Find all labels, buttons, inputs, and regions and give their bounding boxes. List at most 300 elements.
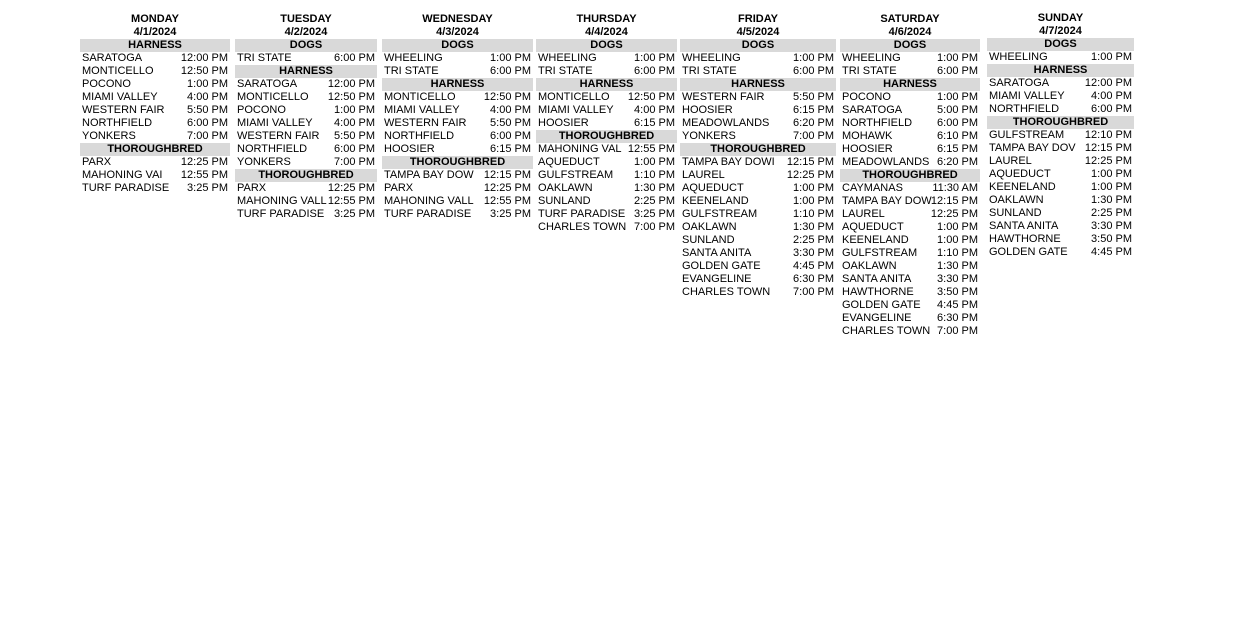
race-row [987, 207, 1134, 220]
race-row [840, 208, 980, 221]
section-header: THOROUGHBRED [840, 169, 980, 182]
race-row [840, 312, 980, 325]
track-name: NORTHFIELD [237, 143, 308, 155]
race-row [840, 104, 980, 117]
track-name: NORTHFIELD [82, 117, 153, 129]
section-header: DOGS [987, 38, 1134, 51]
track-name: WHEELING [682, 52, 741, 64]
race-row [987, 155, 1134, 168]
track-name: GULFSTREAM [989, 129, 1065, 141]
race-list [536, 39, 677, 234]
track-name: TAMPA BAY DOW [842, 195, 932, 207]
post-time: 2:25 PM [634, 195, 675, 207]
track-name: WESTERN FAIR [237, 130, 320, 142]
post-time: 7:00 PM [634, 221, 675, 233]
post-time: 4:00 PM [1091, 90, 1132, 102]
race-row [235, 91, 377, 104]
track-name: MAHONING VAI [82, 169, 163, 181]
post-time: 1:00 PM [1091, 51, 1132, 63]
race-row [680, 195, 836, 208]
track-name: SANTA ANITA [989, 220, 1059, 232]
race-row [987, 233, 1134, 246]
track-name: EVANGELINE [842, 312, 912, 324]
race-row [840, 247, 980, 260]
race-row [536, 182, 677, 195]
day-header [840, 13, 980, 39]
post-time: 12:00 PM [327, 78, 375, 90]
race-row [840, 65, 980, 78]
race-row [987, 51, 1134, 64]
day-name: FRIDAY [738, 13, 778, 25]
post-time: 5:50 PM [334, 130, 375, 142]
post-time: 3:30 PM [937, 273, 978, 285]
track-name: MONTICELLO [384, 91, 456, 103]
track-name: AQUEDUCT [989, 168, 1051, 180]
race-row [840, 286, 980, 299]
post-time: 12:15 PM [1084, 142, 1132, 154]
race-row [235, 52, 377, 65]
post-time: 12:00 PM [180, 52, 228, 64]
day-date: 4/7/2024 [1039, 25, 1082, 37]
day-column-tuesday [235, 13, 377, 221]
day-name: MONDAY [131, 13, 179, 25]
track-name: OAKLAWN [989, 194, 1044, 206]
post-time: 6:00 PM [634, 65, 675, 77]
post-time: 12:15 PM [930, 195, 978, 207]
track-name: GULFSTREAM [538, 169, 614, 181]
track-name: TURF PARADISE [384, 208, 472, 220]
track-name: NORTHFIELD [842, 117, 913, 129]
post-time: 6:30 PM [793, 273, 834, 285]
track-name: PARX [82, 156, 112, 168]
post-time: 1:00 PM [634, 156, 675, 168]
day-date: 4/3/2024 [436, 26, 479, 38]
race-row [382, 208, 533, 221]
day-date: 4/2/2024 [284, 26, 328, 38]
track-name: WHEELING [989, 51, 1048, 63]
track-name: KEENELAND [682, 195, 749, 207]
section-header: DOGS [680, 39, 836, 52]
race-row [536, 143, 677, 156]
section-header: THOROUGHBRED [680, 143, 836, 156]
race-row [536, 104, 677, 117]
race-row [840, 234, 980, 247]
post-time: 6:15 PM [634, 117, 675, 129]
post-time: 12:25 PM [180, 156, 228, 168]
race-row [536, 195, 677, 208]
race-row [382, 143, 533, 156]
track-name: CHARLES TOWN [682, 286, 771, 298]
race-row [840, 299, 980, 312]
day-date: 4/5/2024 [736, 26, 780, 38]
track-name: MIAMI VALLEY [82, 91, 158, 103]
race-row [235, 78, 377, 91]
track-name: OAKLAWN [682, 221, 737, 233]
post-time: 1:30 PM [634, 182, 675, 194]
race-row [382, 195, 533, 208]
track-name: SANTA ANITA [842, 273, 912, 285]
track-name: AQUEDUCT [682, 182, 744, 194]
track-name: GOLDEN GATE [682, 260, 761, 272]
race-row [235, 117, 377, 130]
post-time: 1:00 PM [937, 91, 978, 103]
post-time: 1:00 PM [1091, 168, 1132, 180]
section-header: DOGS [235, 39, 377, 52]
post-time: 1:00 PM [334, 104, 375, 116]
track-name: MEADOWLANDS [682, 117, 770, 129]
race-row [382, 52, 533, 65]
race-row [840, 221, 980, 234]
race-row [382, 182, 533, 195]
post-time: 3:25 PM [634, 208, 675, 220]
race-row [536, 91, 677, 104]
track-name: NORTHFIELD [384, 130, 455, 142]
day-name: THURSDAY [576, 13, 637, 25]
day-date: 4/1/2024 [133, 26, 177, 38]
section-header: THOROUGHBRED [536, 130, 677, 143]
post-time: 6:10 PM [937, 130, 978, 142]
race-row [987, 103, 1134, 116]
post-time: 6:20 PM [937, 156, 978, 168]
post-time: 4:00 PM [634, 104, 675, 116]
track-name: WHEELING [842, 52, 901, 64]
track-name: MIAMI VALLEY [237, 117, 313, 129]
race-row [987, 168, 1134, 181]
post-time: 4:45 PM [937, 299, 978, 311]
track-name: MOHAWK [842, 130, 893, 142]
track-name: TRI STATE [237, 52, 292, 64]
track-name: MONTICELLO [237, 91, 309, 103]
post-time: 1:30 PM [1091, 194, 1132, 206]
section-header: THOROUGHBRED [80, 143, 230, 156]
post-time: 12:55 PM [180, 169, 228, 181]
track-name: HOOSIER [538, 117, 589, 129]
post-time: 6:00 PM [334, 52, 375, 64]
track-name: SUNLAND [989, 207, 1042, 219]
track-name: GOLDEN GATE [842, 299, 921, 311]
track-name: SARATOGA [82, 52, 143, 64]
post-time: 1:00 PM [634, 52, 675, 64]
post-time: 12:55 PM [627, 143, 675, 155]
section-header: HARNESS [536, 78, 677, 91]
race-row [680, 65, 836, 78]
track-name: MAHONING VAL [538, 143, 622, 155]
track-name: MONTICELLO [82, 65, 154, 77]
track-name: TRI STATE [842, 65, 897, 77]
post-time: 6:00 PM [1091, 103, 1132, 115]
post-time: 12:25 PM [327, 182, 375, 194]
race-row [382, 104, 533, 117]
race-row [536, 117, 677, 130]
section-header: THOROUGHBRED [382, 156, 533, 169]
race-list [840, 39, 980, 338]
race-row [536, 208, 677, 221]
post-time: 1:00 PM [937, 221, 978, 233]
post-time: 7:00 PM [793, 130, 834, 142]
post-time: 4:00 PM [187, 91, 228, 103]
post-time: 2:25 PM [793, 234, 834, 246]
post-time: 1:00 PM [793, 182, 834, 194]
day-header [987, 12, 1134, 38]
post-time: 6:00 PM [490, 130, 531, 142]
track-name: POCONO [842, 91, 891, 103]
post-time: 12:25 PM [1084, 155, 1132, 167]
post-time: 12:50 PM [483, 91, 531, 103]
race-row [987, 77, 1134, 90]
race-list [235, 39, 377, 221]
day-date: 4/6/2024 [888, 26, 932, 38]
track-name: MAHONING VALL [384, 195, 474, 207]
section-header: THOROUGHBRED [235, 169, 377, 182]
track-name: GOLDEN GATE [989, 246, 1068, 258]
post-time: 7:00 PM [334, 156, 375, 168]
post-time: 6:20 PM [793, 117, 834, 129]
track-name: EVANGELINE [682, 273, 752, 285]
post-time: 6:15 PM [793, 104, 834, 116]
track-name: LAUREL [682, 169, 725, 181]
race-row [840, 195, 980, 208]
race-row [382, 91, 533, 104]
track-name: KEENELAND [989, 181, 1056, 193]
race-row [382, 169, 533, 182]
post-time: 1:00 PM [490, 52, 531, 64]
post-time: 4:45 PM [793, 260, 834, 272]
day-column-saturday [840, 13, 980, 338]
day-name: TUESDAY [280, 13, 332, 25]
post-time: 1:00 PM [937, 234, 978, 246]
race-row [840, 130, 980, 143]
day-date: 4/4/2024 [585, 26, 628, 38]
track-name: GULFSTREAM [682, 208, 758, 220]
post-time: 6:00 PM [937, 117, 978, 129]
race-row [840, 260, 980, 273]
track-name: TURF PARADISE [82, 182, 170, 194]
track-name: TRI STATE [384, 65, 439, 77]
track-name: WESTERN FAIR [82, 104, 165, 116]
post-time: 6:00 PM [793, 65, 834, 77]
post-time: 12:15 PM [483, 169, 531, 181]
track-name: YONKERS [682, 130, 736, 142]
track-name: OAKLAWN [842, 260, 897, 272]
track-name: MAHONING VALL [237, 195, 327, 207]
day-column-monday [80, 13, 230, 195]
race-row [840, 143, 980, 156]
post-time: 4:00 PM [490, 104, 531, 116]
section-header: HARNESS [680, 78, 836, 91]
track-name: HOOSIER [842, 143, 893, 155]
race-row [840, 156, 980, 169]
post-time: 6:30 PM [937, 312, 978, 324]
track-name: PARX [237, 182, 267, 194]
track-name: KEENELAND [842, 234, 909, 246]
track-name: TAMPA BAY DOV [989, 142, 1076, 154]
track-name: NORTHFIELD [989, 103, 1060, 115]
post-time: 12:50 PM [180, 65, 228, 77]
day-header [680, 13, 836, 39]
day-header [536, 13, 677, 39]
day-column-friday [680, 13, 836, 299]
race-row [235, 143, 377, 156]
post-time: 1:00 PM [793, 52, 834, 64]
track-name: TRI STATE [682, 65, 737, 77]
post-time: 7:00 PM [937, 325, 978, 337]
race-row [680, 130, 836, 143]
post-time: 12:50 PM [627, 91, 675, 103]
race-row [680, 104, 836, 117]
race-row [80, 52, 230, 65]
race-row [680, 234, 836, 247]
day-header [382, 13, 533, 39]
race-row [80, 104, 230, 117]
post-time: 3:50 PM [1091, 233, 1132, 245]
post-time: 7:00 PM [187, 130, 228, 142]
post-time: 1:00 PM [937, 52, 978, 64]
post-time: 6:15 PM [937, 143, 978, 155]
race-row [80, 156, 230, 169]
race-row [680, 286, 836, 299]
race-row [680, 182, 836, 195]
post-time: 4:45 PM [1091, 246, 1132, 258]
post-time: 6:00 PM [334, 143, 375, 155]
track-name: LAUREL [989, 155, 1032, 167]
track-name: POCONO [82, 78, 131, 90]
post-time: 6:00 PM [937, 65, 978, 77]
track-name: GULFSTREAM [842, 247, 918, 259]
race-row [840, 325, 980, 338]
track-name: MEADOWLANDS [842, 156, 930, 168]
race-row [987, 246, 1134, 259]
race-list [680, 39, 836, 299]
post-time: 3:30 PM [1091, 220, 1132, 232]
track-name: AQUEDUCT [842, 221, 904, 233]
post-time: 6:15 PM [490, 143, 531, 155]
post-time: 12:15 PM [786, 156, 834, 168]
race-row [987, 90, 1134, 103]
day-column-sunday [987, 13, 1134, 259]
day-name: SATURDAY [880, 13, 940, 25]
post-time: 4:00 PM [334, 117, 375, 129]
day-header [235, 13, 377, 39]
post-time: 5:50 PM [490, 117, 531, 129]
post-time: 1:30 PM [793, 221, 834, 233]
track-name: WHEELING [384, 52, 443, 64]
race-row [680, 91, 836, 104]
race-row [80, 78, 230, 91]
race-row [235, 208, 377, 221]
track-name: OAKLAWN [538, 182, 593, 194]
track-name: SUNLAND [682, 234, 735, 246]
post-time: 3:25 PM [334, 208, 375, 220]
day-name: WEDNESDAY [422, 13, 493, 25]
section-header: HARNESS [235, 65, 377, 78]
post-time: 6:00 PM [187, 117, 228, 129]
track-name: SANTA ANITA [682, 247, 752, 259]
race-row [80, 169, 230, 182]
race-row [235, 182, 377, 195]
post-time: 12:00 PM [1084, 77, 1132, 89]
race-row [987, 220, 1134, 233]
post-time: 12:55 PM [483, 195, 531, 207]
post-time: 1:30 PM [937, 260, 978, 272]
post-time: 12:25 PM [483, 182, 531, 194]
post-time: 1:10 PM [937, 247, 978, 259]
section-header: DOGS [536, 39, 677, 52]
post-time: 1:00 PM [1091, 181, 1132, 193]
post-time: 1:10 PM [793, 208, 834, 220]
section-header: HARNESS [987, 64, 1134, 77]
post-time: 11:30 AM [932, 182, 978, 194]
track-name: TURF PARADISE [237, 208, 325, 220]
day-column-wednesday [382, 13, 533, 221]
track-name: MIAMI VALLEY [384, 104, 460, 116]
section-header: HARNESS [80, 39, 230, 52]
race-row [382, 130, 533, 143]
track-name: HOOSIER [682, 104, 733, 116]
post-time: 1:00 PM [187, 78, 228, 90]
post-time: 2:25 PM [1091, 207, 1132, 219]
track-name: HOOSIER [384, 143, 435, 155]
day-column-thursday [536, 13, 677, 234]
race-row [840, 117, 980, 130]
race-row [680, 208, 836, 221]
track-name: WESTERN FAIR [682, 91, 765, 103]
race-row [987, 129, 1134, 142]
race-row [382, 117, 533, 130]
race-row [536, 156, 677, 169]
race-row [235, 156, 377, 169]
race-row [80, 117, 230, 130]
track-name: SUNLAND [538, 195, 591, 207]
track-name: TURF PARADISE [538, 208, 626, 220]
race-row [680, 273, 836, 286]
track-name: SARATOGA [989, 77, 1050, 89]
track-name: PARX [384, 182, 414, 194]
race-row [680, 169, 836, 182]
track-name: SARATOGA [842, 104, 903, 116]
post-time: 12:55 PM [327, 195, 375, 207]
race-row [840, 52, 980, 65]
post-time: 3:25 PM [490, 208, 531, 220]
race-row [80, 182, 230, 195]
post-time: 3:30 PM [793, 247, 834, 259]
track-name: POCONO [237, 104, 286, 116]
section-header: THOROUGHBRED [987, 116, 1134, 129]
section-header: HARNESS [382, 78, 533, 91]
track-name: CAYMANAS [842, 182, 903, 194]
post-time: 5:50 PM [187, 104, 228, 116]
section-header: DOGS [840, 39, 980, 52]
race-row [536, 65, 677, 78]
track-name: WHEELING [538, 52, 597, 64]
race-row [680, 52, 836, 65]
race-row [680, 221, 836, 234]
race-row [235, 130, 377, 143]
race-row [536, 52, 677, 65]
track-name: YONKERS [237, 156, 291, 168]
race-row [840, 182, 980, 195]
race-row [235, 195, 377, 208]
race-row [80, 91, 230, 104]
post-time: 12:50 PM [327, 91, 375, 103]
race-list [382, 39, 533, 221]
track-name: MONTICELLO [538, 91, 610, 103]
track-name: TAMPA BAY DOWI [682, 156, 775, 168]
post-time: 6:00 PM [490, 65, 531, 77]
post-time: 7:00 PM [793, 286, 834, 298]
track-name: LAUREL [842, 208, 885, 220]
post-time: 3:25 PM [187, 182, 228, 194]
race-row [536, 169, 677, 182]
